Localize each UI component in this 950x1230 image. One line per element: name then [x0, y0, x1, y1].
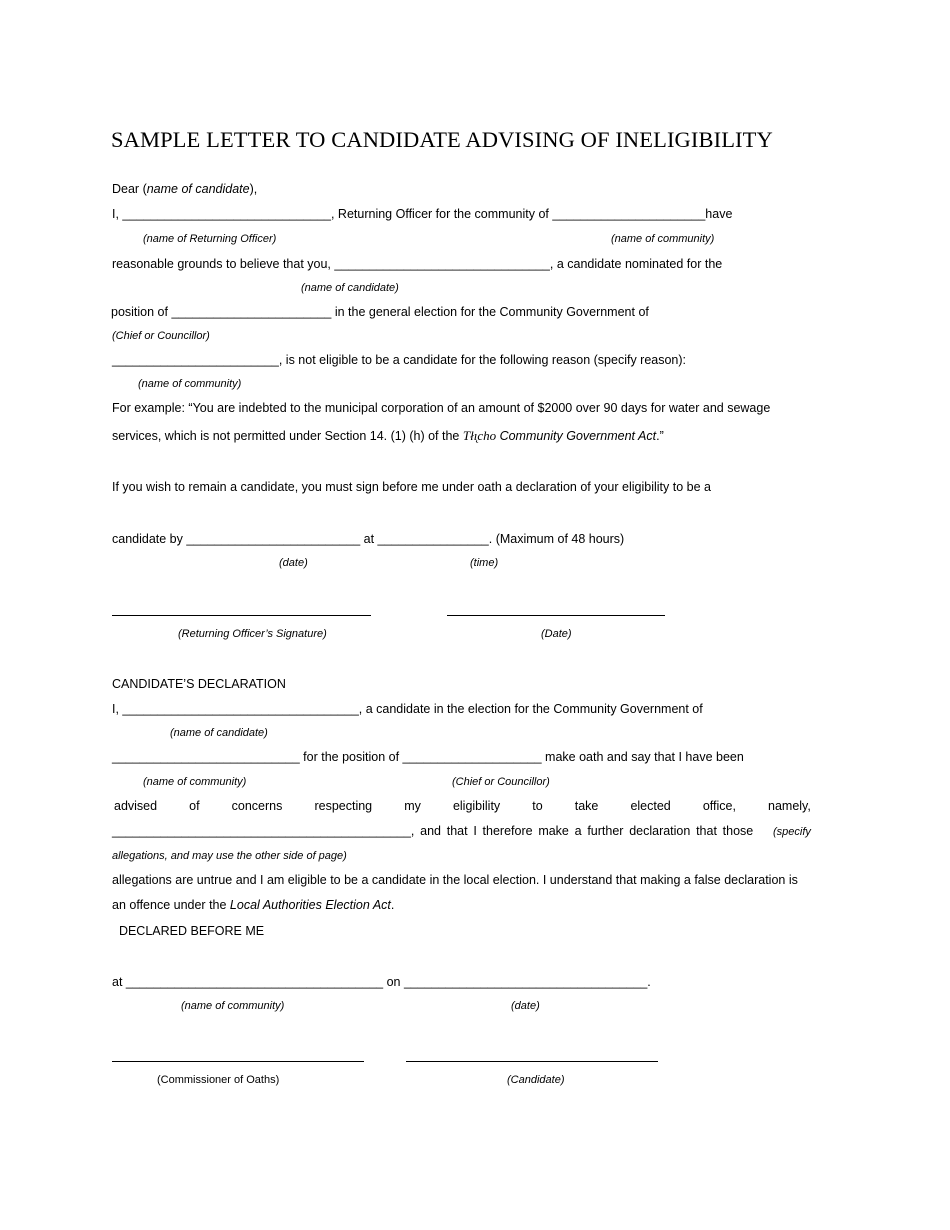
- letter-line-2: reasonable grounds to believe that you, _______________________________, a candidate nominated for the: [112, 257, 723, 271]
- caption-ro-signature: (Returning Officer’s Signature): [178, 628, 327, 640]
- caption-name-of-candidate: (name of candidate): [170, 727, 268, 739]
- date-signature-line: [447, 615, 665, 616]
- declaration-heading: CANDIDATE’S DECLARATION: [112, 677, 286, 691]
- caption-name-of-community: (name of community): [181, 1000, 285, 1012]
- caption-chief-or-councillor: (Chief or Councillor): [452, 776, 550, 788]
- caption-name-of-community: (name of community): [138, 378, 242, 390]
- caption-name-of-community: (name of community): [143, 776, 247, 788]
- letter-line-4: ________________________, is not eligible to be a candidate for the following reason (specify reason):: [112, 353, 687, 367]
- remain-instruction: If you wish to remain a candidate, you must sign before me under oath a declaration of your eligibility to be a: [112, 480, 711, 494]
- commissioner-signature-line: [112, 1061, 364, 1062]
- caption-time: (time): [470, 557, 499, 569]
- caption-name-of-candidate: (name of candidate): [301, 282, 399, 294]
- caption-chief-or-councillor: (Chief or Councillor): [112, 330, 210, 342]
- example-line-2: services, which is not permitted under Section 14. (1) (h) of the Tłı̨cho Community Government Act.”: [112, 428, 664, 443]
- declared-before-me: DECLARED BEFORE ME: [112, 924, 265, 938]
- caption-date: (date): [511, 1000, 540, 1012]
- declaration-line-2: ___________________________ for the position of ____________________ make oath and say that I have been: [112, 750, 744, 764]
- caption-commissioner-of-oaths: (Commissioner of Oaths): [157, 1074, 280, 1086]
- page-title: SAMPLE LETTER TO CANDIDATE ADVISING OF INELIGIBILITY: [111, 127, 773, 152]
- caption-candidate: (Candidate): [507, 1074, 565, 1086]
- caption-name-of-community: (name of community): [611, 233, 715, 245]
- caption-date: (date): [279, 557, 308, 569]
- declaration-line-6: allegations are untrue and I am eligible to be a candidate in the local election. I understand that making a false declaration is: [112, 873, 798, 887]
- declaration-line-1: I, __________________________________, a candidate in the election for the Community Government of: [112, 702, 703, 716]
- letter-line-3: position of _______________________ in the general election for the Community Government of: [111, 305, 649, 319]
- declaration-line-3: advised of concerns respecting my eligibility to take elected office, namely,: [114, 799, 811, 813]
- ro-signature-line: [112, 615, 371, 616]
- declaration-line-7: an offence under the Local Authorities Election Act.: [112, 898, 395, 912]
- candidate-by-line: candidate by _________________________ at ________________. (Maximum of 48 hours): [112, 532, 625, 546]
- declaration-line-4: ___________________________________________, and that I therefore make a further declaration that those (specify: [112, 824, 811, 838]
- letter-line-1: I, ______________________________, Returning Officer for the community of ______________________have: [112, 207, 733, 221]
- salutation: Dear (name of candidate),: [112, 182, 258, 196]
- at-on-line: at _____________________________________ on ___________________________________.: [112, 975, 651, 989]
- candidate-signature-line: [406, 1061, 658, 1062]
- caption-returning-officer: (name of Returning Officer): [143, 233, 277, 245]
- example-line-1: For example: “You are indebted to the municipal corporation of an amount of $2000 over 90 days for water and sewage: [112, 401, 771, 415]
- declaration-specify-note: allegations, and may use the other side of page): [112, 850, 347, 862]
- caption-date: (Date): [541, 628, 572, 640]
